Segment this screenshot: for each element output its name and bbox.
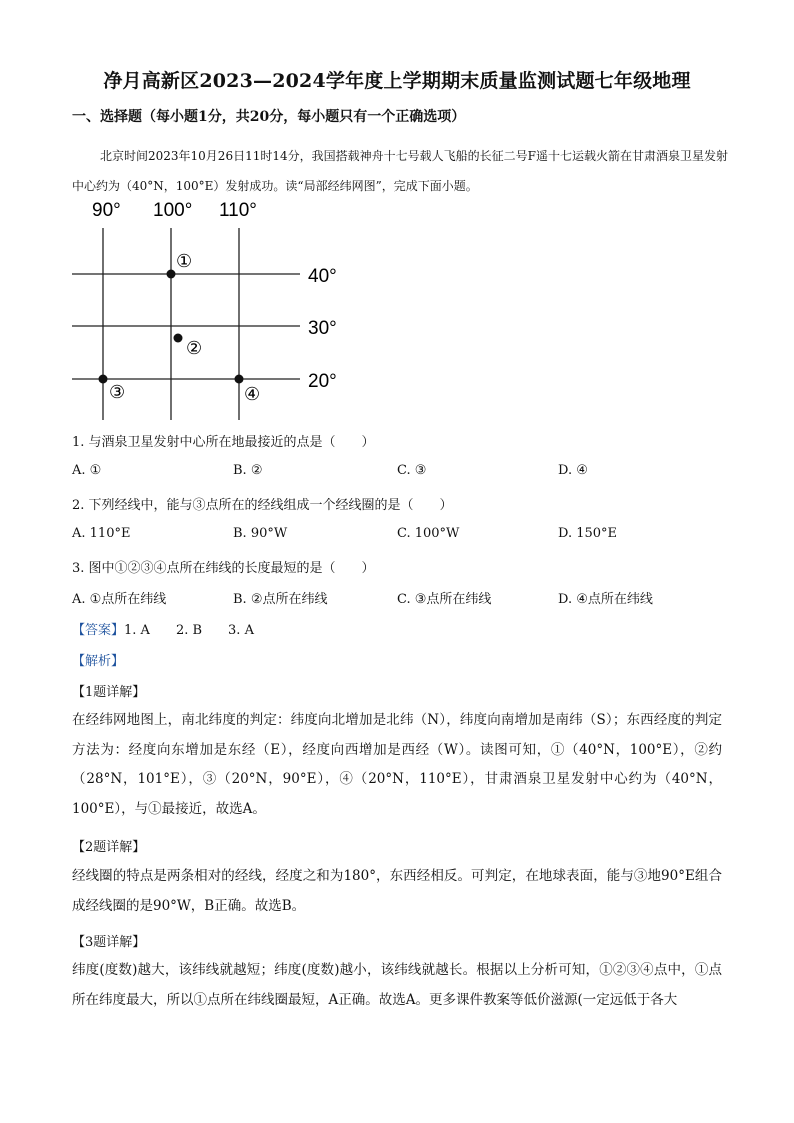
question-3-option-a: A. ①点所在纬线 [72, 592, 167, 607]
point-1-label: ① [176, 251, 193, 272]
question-2-stem: 2. 下列经线中，能与③点所在的经线组成一个经线圈的是（ ） [72, 498, 453, 513]
question-2-option-d: D. 150°E [558, 526, 618, 541]
latitude-label-40: 40° [308, 266, 337, 287]
question-1-stem: 1. 与酒泉卫星发射中心所在地最接近的点是（ ） [72, 435, 375, 450]
question-1-option-a: A. ① [72, 463, 102, 478]
analysis-tag: 【解析】 [72, 654, 125, 669]
question-2-option-c: C. 100°W [397, 526, 460, 541]
longitude-label-100: 100° [153, 200, 193, 221]
question-2-option-a: A. 110°E [72, 526, 131, 541]
longitude-label-110: 110° [219, 200, 257, 221]
detail-1-text: 在经纬网地图上，南北纬度的判定：纬度向北增加是北纬（N），纬度向南增加是南纬（S）；东西经度的判定方法为：经度向东增加是东经（E），经度向西增加是西经（W）。读图可知，①（40°N，100°E），②约（28°N，101°E），③（20°N，90°E），④（20°N，110°E），甘肃酒泉卫星发射中心约为（40°N，100°E），与①最接近，故选A。 [72, 712, 722, 817]
longitude-label-90: 90° [92, 200, 121, 221]
section-heading: 一、选择题（每小题1分，共20分，每小题只有一个正确选项） [72, 109, 466, 125]
point-1-dot [167, 270, 176, 279]
detail-3-heading: 【3题详解】 [72, 935, 146, 950]
question-1-option-b: B. ② [233, 463, 263, 478]
point-4-label: ④ [244, 384, 261, 405]
graticule-map [60, 190, 360, 430]
question-1-option-c: C. ③ [397, 463, 427, 478]
question-2-option-b: B. 90°W [233, 526, 288, 541]
question-1-option-d: D. ④ [558, 463, 588, 478]
answer-line [72, 619, 254, 638]
detail-3-text: 纬度(度数)越大，该纬线就越短；纬度(度数)越小，该纬线就越长。根据以上分析可知，①②③④点中，①点所在纬度最大，所以①点所在纬线圈最短，A正确。故选A。更多课件教案等低价滋源(一定远低于各大 [72, 962, 722, 1008]
question-3-option-c: C. ③点所在纬线 [397, 592, 492, 607]
point-3-dot [99, 375, 108, 384]
detail-2-heading: 【2题详解】 [72, 840, 146, 855]
answer-values: 1. A 2. B 3. A [124, 623, 254, 638]
latitude-label-20: 20° [308, 371, 337, 392]
question-3-option-b: B. ②点所在纬线 [233, 592, 328, 607]
detail-2-text: 经线圈的特点是两条相对的经线，经度之和为180°，东西经相反。可判定，在地球表面，能与③地90°E组合成经线圈的是90°W，B正确。故选B。 [72, 868, 722, 914]
point-2-label: ② [186, 338, 203, 359]
point-3-label: ③ [109, 382, 126, 403]
detail-1-heading: 【1题详解】 [72, 685, 146, 700]
exam-title: 净月高新区2023—2024学年度上学期期末质量监测试题七年级地理 [103, 70, 691, 92]
point-2-dot [174, 334, 183, 343]
answer-tag: 【答案】 [72, 623, 125, 638]
question-intro: 北京时间2023年10月26日11时14分，我国搭载神舟十七号载人飞船的长征二号F遥十七运载火箭在甘肃酒泉卫星发射中心约为（40°N，100°E）发射成功。读“局部经纬网图”，完成下面小题。 [72, 149, 728, 193]
latitude-label-30: 30° [308, 318, 337, 339]
question-3-option-d: D. ④点所在纬线 [558, 592, 653, 607]
point-4-dot [235, 375, 244, 384]
question-3-stem: 3. 图中①②③④点所在纬线的长度最短的是（ ） [72, 561, 375, 576]
